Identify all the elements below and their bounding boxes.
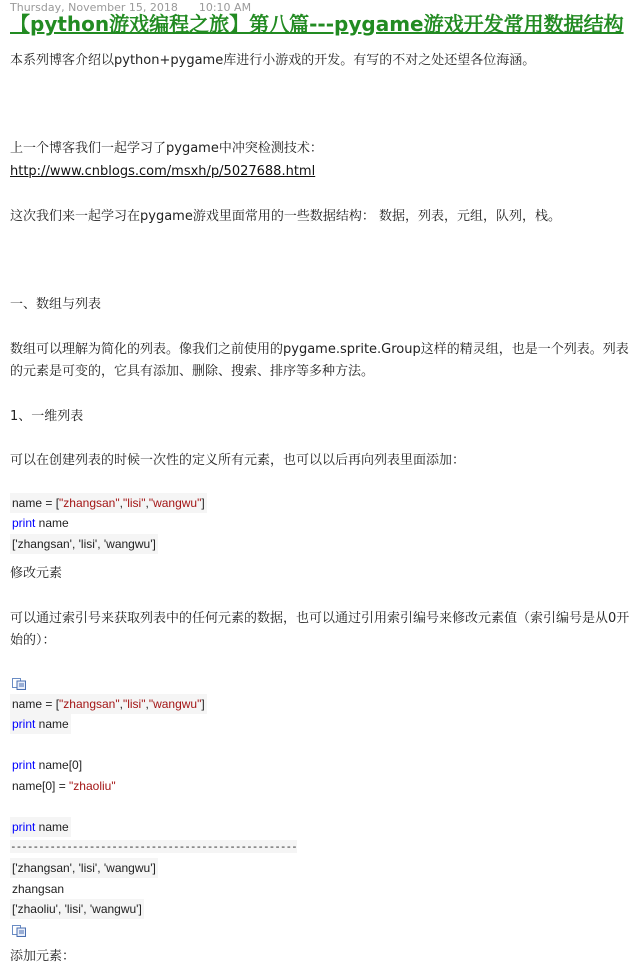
code-output: ['zhaoliu', 'lisi', 'wangwu']	[10, 899, 144, 919]
prev-post-link[interactable]: http://www.cnblogs.com/msxh/p/5027688.html	[10, 164, 316, 179]
code-line: print name	[10, 817, 71, 837]
code-line: name = ["zhangsan","lisi","wangwu"]	[10, 493, 207, 513]
code-line: print name[0]	[12, 758, 83, 772]
code-output: zhangsan	[12, 882, 65, 896]
code-output: ['zhangsan', 'lisi', 'wangwu']	[10, 858, 158, 878]
code-output: ['zhangsan', 'lisi', 'wangwu']	[10, 534, 158, 554]
code-line: name = ["zhangsan","lisi","wangwu"]	[10, 694, 207, 714]
index-text: 可以通过索引号来获取列表中的任何元素的数据，也可以通过引用索引编号来修改元素值（索引编号是从0开始的）：	[10, 611, 630, 648]
code-line: print name	[12, 516, 69, 530]
intro-text: 本系列博客介绍以python+pygame库进行小游戏的开发。有写的不对之处还望各位海涵。	[10, 53, 536, 68]
copy-code-icon[interactable]	[12, 925, 26, 937]
array-text: 数组可以理解为简化的列表。像我们之前使用的pygame.sprite.Group这样的精灵组，也是一个列表。列表的元素是可变的，它具有添加、删除、搜索、排序等多种方法。	[10, 342, 629, 379]
output-separator: ---------------------------------------------------	[10, 840, 297, 853]
section-heading: 一、数组与列表	[10, 297, 102, 312]
copy-code-icon[interactable]	[12, 678, 26, 690]
post-time: 10:10 AM	[198, 1, 252, 14]
prev-text: 上一个博客我们一起学习了pygame中冲突检测技术：	[10, 141, 323, 156]
this-text: 这次我们来一起学习在pygame游戏里面常用的一些数据结构： 数据，列表，元组，队列，栈。	[10, 209, 561, 224]
post-title[interactable]: 【python游戏编程之旅】第八篇---pygame游戏开发常用数据结构	[10, 12, 624, 36]
subsection-heading: 1、一维列表	[10, 409, 84, 424]
modify-heading: 修改元素	[10, 566, 63, 581]
post-date: Thursday, November 15, 2018	[10, 1, 178, 14]
code-line: name[0] = "zhaoliu"	[12, 779, 116, 793]
create-text: 可以在创建列表的时候一次性的定义所有元素，也可以以后再向列表里面添加：	[10, 453, 466, 468]
add-heading: 添加元素：	[10, 949, 76, 964]
code-line: print name	[10, 714, 71, 734]
